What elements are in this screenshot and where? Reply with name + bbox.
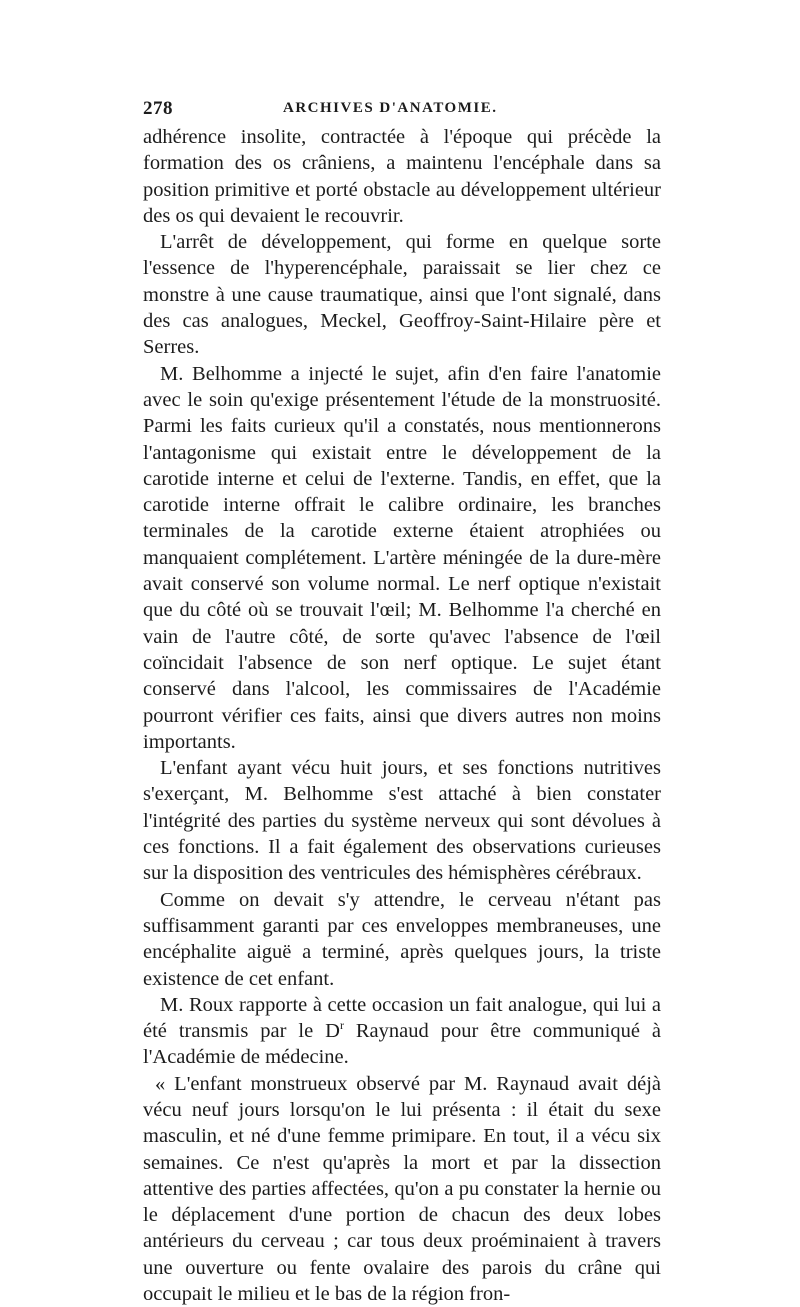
paragraph-roux-raynaud [143,992,661,1071]
book-page [143,92,661,1307]
page-number: 278 [143,98,173,119]
running-title: ARCHIVES D'ANATOMIE. [283,100,498,116]
paragraph-enfant-huit-jours: L'enfant ayant vécu huit jours, et ses fonctions nutritives s'exerçant, M. Belhomme s'est attaché à bien constater l'intégrité des parties du système nerveux qui sont dévolues à ces fonctions. Il a fait également des observations curieuses sur la disposition des ventricules des hémisphères cérébraux. [143,757,661,885]
running-head [143,92,661,124]
paragraph-continuation: adhérence insolite, contractée à l'époque qui précède la formation des os crâniens, a maintenu l'encéphale dans sa position primitive et porté obstacle au développement ultérieur des os qui devaient le recouvrir. [143,126,661,227]
doctor-superscript: r [339,1018,344,1033]
roux-text-after: Raynaud pour être communiqué à l'Académie de médecine. [143,1020,661,1069]
paragraph-quote-raynaud: « L'enfant monstrueux observé par M. Raynaud avait déjà vécu neuf jours lorsqu'on le lui présenta : il était du sexe masculin, et né d'une femme primipare. En tout, il a vécu six semaines. Ce n'est qu'après la mort et par la dissection attentive des parties affectées, qu'on a pu constater la hernie ou le déplacement d'une portion de chacun des deux lobes antérieurs du cerveau ; car tous deux proéminaient à travers une ouverture ou fente ovalaire des parois du crâne qui occupait le milieu et le bas de la région fron- [143,1072,661,1306]
roux-text-before: M. Roux rapporte à cette occasion un fait analogue, qui lui a été transmis par le D [143,993,661,1043]
paragraph-belhomme-injection: M. Belhomme a injecté le sujet, afin d'en faire l'anatomie avec le soin qu'exige présentement l'étude de la monstruosité. Parmi les faits curieux qu'il a constatés, nous mentionnerons l'antagonisme qui existait entre le développement de la carotide interne et celui de l'externe. Tandis, en effet, que la carotide interne offrait le calibre ordinaire, les branches terminales de la carotide externe étaient atrophiées ou manquaient complétement. L'artère méningée de la dure-mère avait conservé son volume normal. Le nerf optique n'existait que du côté où se trouvait l'œil; M. Belhomme l'a cherché en vain de l'autre côté, de sorte qu'avec l'absence de l'œil coïncidait l'absence de son nerf optique. Le sujet étant conservé dans l'alcool, les commissaires de l'Académie pourront vérifier ces faits, ainsi que divers autres non moins importants. [143,362,661,753]
paragraph-arret-developpement: L'arrêt de développement, qui forme en quelque sorte l'essence de l'hyperencéphale, paraissait se lier chez ce monstre à une cause traumatique, ainsi que l'ont signalé, dans des cas analogues, Meckel, Geoffroy-Saint-Hilaire père et Serres. [143,231,661,359]
body-text [143,124,661,1307]
paragraph-encephalite: Comme on devait s'y attendre, le cerveau n'étant pas suffisamment garanti par ces enveloppes membraneuses, une encéphalite aiguë a terminé, après quelques jours, la triste existence de cet enfant. [143,888,661,990]
